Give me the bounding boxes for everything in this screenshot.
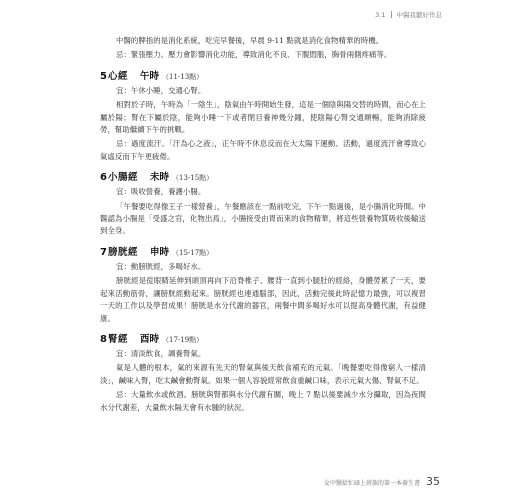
section-paragraph: 膀胱經是從眼睛延伸到頭頂再向下沿脊椎子、腰背一直到小腿肚的經絡，身體勞累了一天，要起來活動筋骨，讓膀胱經動起來。膀胱經也連通腦部，因此，活動完後此時記憶力最強，可以複習一天的工作以及學習成果！膀胱是水分代謝的器官，兩餐中間多喝好水可以提高身體代謝，有益健康。 — [100, 276, 426, 323]
section-hours: （15-17點） — [172, 248, 214, 257]
section-title: 小腸經 — [107, 172, 138, 184]
running-header-section-number: 3.1 — [375, 10, 386, 19]
section-heading — [100, 331, 426, 345]
section-paragraph: 氣是人體的根本，氣的來源有先天的腎氣與後天飲食補充的元氣。「晚餐要吃得像窮人一樣清淡」，鹹味入腎，吃太鹹會動腎氣。如果一個人容貌經常飲食重鹹口味，表示元氣大傷、腎氣不足。 — [100, 363, 426, 385]
section-hours: （17-19點） — [162, 335, 204, 344]
running-header-divider — [391, 11, 392, 18]
section-heading — [100, 244, 426, 258]
section-shichen: 酉時 — [139, 333, 159, 345]
page-content — [100, 35, 426, 416]
section-paragraph: 忌：過度流汗。「汗為心之液」，正午時不休息反而在大太陽下運動、活動，過度流汗會導致心氣虛反而下午更疲倦。 — [100, 139, 426, 161]
section-heart-meridian — [100, 68, 426, 163]
section-hours: （13-15點） — [172, 174, 214, 183]
section-kidney-meridian — [100, 331, 426, 414]
intro-paragraph: 忌：緊張壓力。壓力會影響消化功能，導致消化不良、下腹悶脹，胸骨兩側疼痛等。 — [116, 50, 392, 60]
footer-book-title: 女中醫給忙碌上班族的第一本養生書 — [323, 480, 420, 487]
section-paragraph: 宜：吸收營養，養護小腸。 — [116, 187, 206, 197]
page-number: 35 — [426, 475, 440, 488]
section-paragraph: 「午餐要吃得像王子一樣營養」，午餐應該在一點前吃完，下午一點過後，是小腸消化時間。中醫認為小腸是「受盛之官，化物出焉」，小腸接受由胃而來的食物精華，將這些營養物質吸收後輸送到全身。 — [100, 201, 426, 236]
running-header-title: 中醫我聽好作息 — [396, 11, 442, 19]
section-heading — [100, 68, 426, 82]
section-title: 膀胱經 — [107, 246, 138, 258]
intro-paragraph: 中醫的脾指的是消化系統，吃完早餐後，早晨 9-11 點就是消化食物精華的時機。 — [116, 36, 384, 45]
section-paragraph: 相對於子時，午時為「一陰生」，陰氣由午時開始生發，這是一個陰與陽交替的時間，而心在上屬於陽；腎在下屬於陰，能夠小睡一下或者閉目養神幾分鐘，使陰陽心腎交通順暢，能夠消除疲勞，幫助繼續下午的挑戰。 — [100, 100, 426, 135]
section-hours: （11-13點） — [162, 72, 204, 81]
section-paragraph: 忌：大量飲水或飲酒。膀胱與腎都與水分代謝有關，晚上 7 點以後要減少水分攝取，因為夜間水分代謝差，大量飲水隔天會有水腫的狀況。 — [100, 390, 426, 412]
section-number: 7 — [100, 246, 107, 258]
section-title: 心經 — [107, 70, 128, 82]
section-title: 腎經 — [107, 333, 128, 345]
section-number: 6 — [100, 172, 107, 184]
section-paragraph: 宜：午休小睡，交通心腎。 — [116, 85, 206, 95]
section-heading — [100, 169, 426, 183]
section-number: 5 — [100, 70, 107, 82]
section-paragraph: 宜：動膀胱經，多喝好水。 — [116, 261, 206, 271]
section-number: 8 — [100, 333, 107, 345]
section-shichen: 申時 — [149, 246, 169, 258]
section-paragraph: 宜：清淡飲食，調養腎氣。 — [116, 348, 206, 358]
section-shichen: 午時 — [139, 70, 159, 82]
section-shichen: 未時 — [149, 172, 169, 184]
section-bladder-meridian — [100, 244, 426, 325]
section-small-intestine-meridian — [100, 169, 426, 238]
running-header — [375, 10, 442, 19]
page-footer — [324, 475, 440, 488]
